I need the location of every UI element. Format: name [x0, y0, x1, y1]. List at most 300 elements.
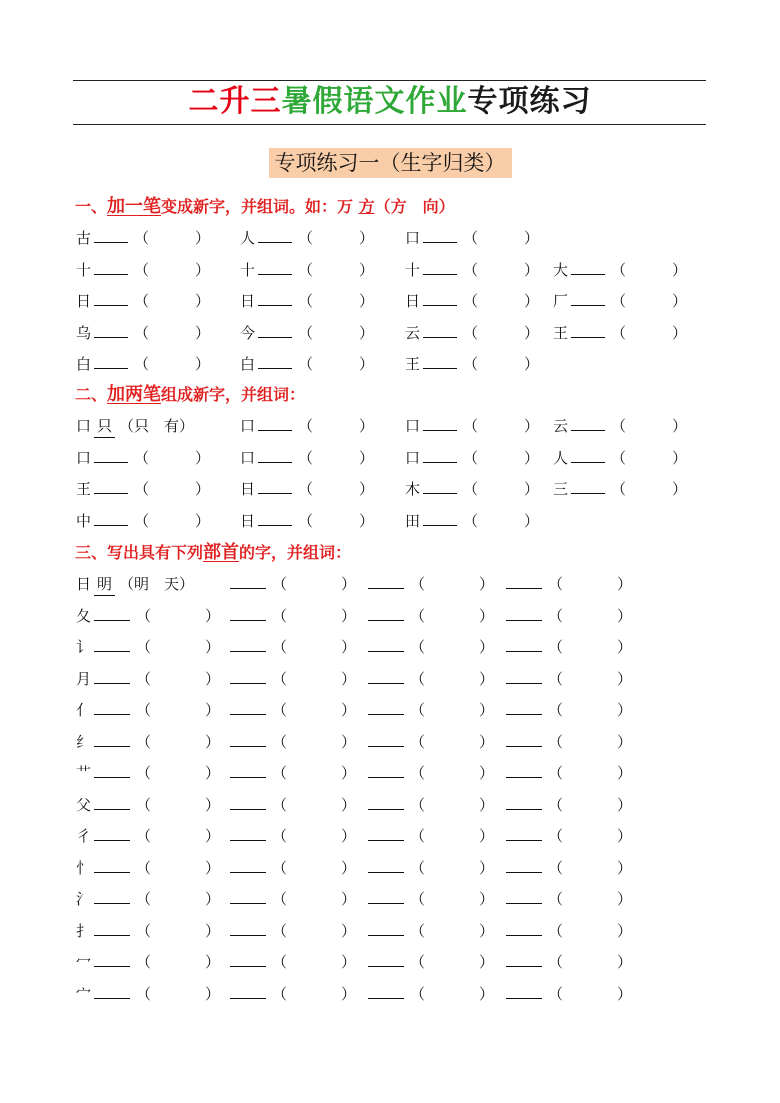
base-character: 木	[405, 480, 421, 498]
answer-blank[interactable]	[423, 416, 457, 431]
open-paren: （	[298, 260, 314, 279]
answer-blank[interactable]	[571, 479, 605, 494]
open-paren: （	[611, 323, 627, 342]
word-group	[506, 762, 632, 784]
word-group	[368, 573, 494, 595]
answer-blank[interactable]	[423, 511, 457, 526]
answer-blank[interactable]	[94, 889, 130, 904]
open-paren: （	[272, 984, 288, 1003]
word-group	[368, 794, 494, 816]
answer-blank[interactable]	[94, 637, 130, 652]
answer-blank[interactable]	[94, 763, 130, 778]
open-paren: （	[272, 669, 288, 688]
answer-blank[interactable]	[230, 826, 266, 841]
answer-blank[interactable]	[230, 669, 266, 684]
answer-blank[interactable]	[423, 479, 457, 494]
base-character: 氵	[76, 890, 92, 908]
close-paren: ）	[524, 511, 540, 530]
open-paren: （	[136, 890, 152, 908]
base-character: 王	[553, 323, 569, 342]
fill-item	[553, 259, 687, 281]
word-group	[506, 668, 632, 690]
answer-blank[interactable]	[423, 448, 457, 463]
answer-blank[interactable]	[230, 732, 266, 747]
answer-blank[interactable]	[423, 354, 457, 369]
answer-blank[interactable]	[94, 826, 130, 841]
open-paren: （	[548, 827, 564, 845]
base-character: 日	[76, 292, 92, 310]
close-paren: ）	[195, 448, 211, 467]
answer-blank[interactable]	[258, 323, 292, 338]
fill-item	[76, 510, 210, 532]
answer-blank[interactable]	[258, 448, 292, 463]
answer-blank[interactable]	[506, 858, 542, 873]
close-paren: ）	[341, 858, 357, 877]
base-character: 云	[405, 323, 421, 342]
fill-item	[76, 605, 220, 627]
close-paren: ）	[524, 292, 540, 310]
open-paren: （	[463, 448, 479, 467]
close-paren: ）	[341, 890, 357, 908]
answer-blank[interactable]	[368, 952, 404, 967]
open-paren: （	[463, 229, 479, 247]
open-paren: （	[272, 575, 288, 593]
close-paren: ）	[524, 229, 540, 247]
word-group	[230, 857, 356, 879]
fill-item	[76, 227, 210, 249]
word-group	[230, 573, 356, 595]
base-character: 日	[240, 292, 256, 310]
answer-blank[interactable]	[506, 606, 542, 621]
word-group	[506, 920, 632, 942]
answer-blank[interactable]	[258, 228, 292, 243]
open-paren: （	[548, 732, 564, 751]
answer-blank[interactable]	[94, 700, 130, 715]
answer-blank[interactable]	[230, 921, 266, 936]
open-paren: （	[410, 701, 426, 719]
open-paren: （	[548, 638, 564, 656]
answer-blank[interactable]	[94, 354, 128, 369]
fill-item	[76, 322, 210, 344]
close-paren: ）	[205, 638, 221, 656]
answer-blank[interactable]	[94, 291, 128, 306]
close-paren: ）	[205, 921, 221, 940]
fill-item	[76, 290, 210, 312]
fill-item	[240, 290, 374, 312]
close-paren: ）	[341, 764, 357, 782]
close-paren: ）	[479, 795, 495, 814]
open-paren: （	[611, 292, 627, 310]
answer-blank[interactable]	[368, 637, 404, 652]
close-paren: ）	[617, 732, 633, 751]
close-paren: ）	[205, 669, 221, 688]
answer-blank[interactable]	[506, 700, 542, 715]
base-character: 口	[405, 448, 421, 467]
open-paren: （	[463, 480, 479, 498]
open-paren: （	[410, 575, 426, 593]
open-paren: （	[298, 511, 314, 530]
close-paren: ）	[479, 827, 495, 845]
base-character: 田	[405, 511, 421, 530]
fill-item	[553, 322, 687, 344]
answer-blank[interactable]	[506, 826, 542, 841]
close-paren: ）	[524, 260, 540, 279]
fill-item	[553, 290, 687, 312]
subtitle-wrap	[0, 148, 780, 178]
example-words: （明 天）	[119, 575, 195, 593]
open-paren: （	[463, 511, 479, 530]
answer-blank[interactable]	[230, 763, 266, 778]
section-1-example-char: 方	[358, 197, 375, 216]
open-paren: （	[410, 984, 426, 1003]
fill-item	[76, 699, 220, 721]
close-paren: ）	[617, 921, 633, 940]
open-paren: （	[298, 323, 314, 342]
answer-blank[interactable]	[230, 795, 266, 810]
section-3-heading	[75, 542, 351, 564]
answer-blank[interactable]	[368, 984, 404, 999]
answer-blank[interactable]	[571, 260, 605, 275]
close-paren: ）	[341, 984, 357, 1003]
close-paren: ）	[359, 448, 375, 467]
base-character: 忄	[76, 858, 92, 877]
close-paren: ）	[341, 953, 357, 971]
base-character: 王	[405, 355, 421, 373]
close-paren: ）	[617, 953, 633, 971]
answer-blank[interactable]	[94, 448, 128, 463]
fill-item	[76, 794, 220, 816]
answer-blank[interactable]	[423, 260, 457, 275]
base-character: 冖	[76, 953, 92, 971]
answer-blank[interactable]	[230, 606, 266, 621]
close-paren: ）	[195, 292, 211, 310]
close-paren: ）	[205, 858, 221, 877]
answer-blank[interactable]	[506, 795, 542, 810]
open-paren: （	[134, 511, 150, 530]
answer-blank[interactable]	[94, 479, 128, 494]
open-paren: （	[272, 764, 288, 782]
open-paren: （	[298, 417, 314, 435]
answer-blank[interactable]	[230, 700, 266, 715]
section-3-instruction: 的字，并组词：	[239, 543, 352, 562]
fill-item	[76, 951, 220, 973]
open-paren: （	[548, 984, 564, 1003]
open-paren: （	[548, 858, 564, 877]
word-group	[506, 825, 632, 847]
close-paren: ）	[617, 827, 633, 845]
word-group	[368, 668, 494, 690]
answer-blank[interactable]	[368, 574, 404, 589]
close-paren: ）	[195, 480, 211, 498]
open-paren: （	[136, 732, 152, 751]
title-part-grade: 二升三	[188, 84, 282, 119]
answer-blank[interactable]	[506, 921, 542, 936]
open-paren: （	[611, 480, 627, 498]
close-paren: ）	[617, 701, 633, 719]
base-character: 口	[405, 229, 421, 247]
answer-blank[interactable]	[94, 260, 128, 275]
answer-blank[interactable]	[94, 511, 128, 526]
answer-blank[interactable]	[368, 732, 404, 747]
base-character: 艹	[76, 764, 92, 782]
base-character: 中	[76, 511, 92, 530]
word-group	[368, 888, 494, 910]
answer-blank[interactable]	[506, 984, 542, 999]
answer-blank[interactable]	[368, 669, 404, 684]
close-paren: ）	[205, 984, 221, 1003]
word-group	[506, 573, 632, 595]
word-group	[230, 920, 356, 942]
answer-blank[interactable]	[423, 323, 457, 338]
close-paren: ）	[479, 669, 495, 688]
open-paren: （	[272, 827, 288, 845]
base-character: 人	[553, 448, 569, 467]
fill-item	[76, 825, 220, 847]
answer-blank[interactable]	[423, 291, 457, 306]
bottom-rule	[73, 124, 706, 125]
answer-blank[interactable]	[506, 669, 542, 684]
base-character: 十	[405, 260, 421, 279]
answer-blank[interactable]	[94, 669, 130, 684]
open-paren: （	[548, 701, 564, 719]
answer-blank[interactable]	[258, 291, 292, 306]
base-character: 厂	[553, 292, 569, 310]
word-group	[506, 951, 632, 973]
fill-item	[76, 731, 220, 753]
fill-item	[240, 478, 374, 500]
fill-item	[405, 510, 539, 532]
close-paren: ）	[672, 448, 688, 467]
close-paren: ）	[479, 575, 495, 593]
answer-blank[interactable]	[506, 637, 542, 652]
fill-item	[405, 415, 539, 437]
answer-blank[interactable]	[368, 606, 404, 621]
answer-blank[interactable]	[230, 889, 266, 904]
answer-blank[interactable]	[368, 921, 404, 936]
answer-blank[interactable]	[258, 260, 292, 275]
close-paren: ）	[672, 417, 688, 435]
fill-item	[405, 227, 539, 249]
section-2-keyword: 加两笔	[107, 384, 162, 405]
close-paren: ）	[341, 827, 357, 845]
answer-blank[interactable]	[230, 984, 266, 999]
base-character: 讠	[76, 638, 92, 656]
open-paren: （	[134, 292, 150, 310]
word-group	[230, 794, 356, 816]
close-paren: ）	[359, 292, 375, 310]
answer-blank[interactable]	[230, 637, 266, 652]
answer-blank[interactable]	[368, 889, 404, 904]
fill-item	[405, 290, 539, 312]
close-paren: ）	[205, 795, 221, 814]
example-words: （只 有）	[119, 417, 195, 435]
section-1-prefix: 一、	[75, 197, 108, 216]
answer-blank[interactable]	[506, 763, 542, 778]
answer-blank[interactable]	[423, 228, 457, 243]
open-paren: （	[134, 448, 150, 467]
close-paren: ）	[205, 953, 221, 971]
section-1-keyword: 加一笔	[107, 196, 162, 217]
fill-item	[553, 478, 687, 500]
example-item	[76, 573, 194, 596]
answer-blank[interactable]	[94, 795, 130, 810]
section-1-heading	[75, 196, 455, 218]
section-2-instruction: 组成新字，并组词：	[161, 385, 306, 404]
open-paren: （	[134, 260, 150, 279]
answer-blank[interactable]	[506, 732, 542, 747]
base-character: 纟	[76, 732, 92, 751]
answer-blank[interactable]	[258, 416, 292, 431]
base-character: 王	[76, 480, 92, 498]
base-character: 云	[553, 417, 569, 435]
answer-blank[interactable]	[368, 700, 404, 715]
base-character: 口	[405, 417, 421, 435]
answer-blank[interactable]	[368, 795, 404, 810]
close-paren: ）	[341, 701, 357, 719]
open-paren: （	[298, 480, 314, 498]
fill-item	[405, 447, 539, 469]
word-group	[230, 983, 356, 1005]
open-paren: （	[298, 448, 314, 467]
answer-blank[interactable]	[506, 574, 542, 589]
close-paren: ）	[359, 417, 375, 435]
close-paren: ）	[479, 890, 495, 908]
answer-blank[interactable]	[258, 479, 292, 494]
section-2-prefix: 二、	[75, 385, 108, 404]
open-paren: （	[463, 292, 479, 310]
word-group	[368, 983, 494, 1005]
open-paren: （	[136, 858, 152, 877]
open-paren: （	[463, 355, 479, 373]
fill-item	[76, 259, 210, 281]
open-paren: （	[272, 606, 288, 625]
answer-blank[interactable]	[258, 354, 292, 369]
close-paren: ）	[479, 764, 495, 782]
close-paren: ）	[479, 732, 495, 751]
close-paren: ）	[524, 480, 540, 498]
close-paren: ）	[205, 890, 221, 908]
section-1-example-words: （方 向）	[374, 197, 455, 216]
open-paren: （	[548, 764, 564, 782]
answer-blank[interactable]	[94, 228, 128, 243]
word-group	[230, 605, 356, 627]
example-item	[76, 415, 194, 438]
close-paren: ）	[617, 764, 633, 782]
close-paren: ）	[195, 511, 211, 530]
close-paren: ）	[205, 764, 221, 782]
fill-item	[240, 227, 374, 249]
open-paren: （	[272, 638, 288, 656]
base-character: 日	[405, 292, 421, 310]
answer-blank[interactable]	[368, 826, 404, 841]
example-answer: 只	[94, 415, 115, 438]
base-character: 人	[240, 229, 256, 247]
open-paren: （	[611, 448, 627, 467]
word-group	[368, 951, 494, 973]
close-paren: ）	[479, 984, 495, 1003]
open-paren: （	[410, 890, 426, 908]
close-paren: ）	[672, 260, 688, 279]
close-paren: ）	[479, 606, 495, 625]
open-paren: （	[136, 606, 152, 625]
open-paren: （	[136, 638, 152, 656]
open-paren: （	[548, 953, 564, 971]
word-group	[368, 731, 494, 753]
base-character: 日	[240, 511, 256, 530]
answer-blank[interactable]	[94, 858, 130, 873]
close-paren: ）	[341, 669, 357, 688]
fill-item	[76, 888, 220, 910]
base-character: 彳	[76, 827, 92, 845]
fill-item	[240, 353, 374, 375]
answer-blank[interactable]	[230, 952, 266, 967]
answer-blank[interactable]	[571, 416, 605, 431]
open-paren: （	[410, 921, 426, 940]
base-character: 乌	[76, 323, 92, 342]
word-group	[506, 636, 632, 658]
open-paren: （	[410, 606, 426, 625]
close-paren: ）	[479, 921, 495, 940]
open-paren: （	[136, 669, 152, 688]
base-character: 大	[553, 260, 569, 279]
open-paren: （	[134, 480, 150, 498]
open-paren: （	[463, 260, 479, 279]
close-paren: ）	[205, 701, 221, 719]
open-paren: （	[410, 953, 426, 971]
answer-blank[interactable]	[94, 952, 130, 967]
answer-blank[interactable]	[230, 574, 266, 589]
answer-blank[interactable]	[571, 291, 605, 306]
answer-blank[interactable]	[94, 606, 130, 621]
open-paren: （	[272, 701, 288, 719]
word-group	[230, 762, 356, 784]
open-paren: （	[136, 921, 152, 940]
open-paren: （	[136, 984, 152, 1003]
answer-blank[interactable]	[368, 763, 404, 778]
top-rule	[73, 80, 706, 81]
answer-blank[interactable]	[368, 858, 404, 873]
open-paren: （	[134, 323, 150, 342]
close-paren: ）	[359, 511, 375, 530]
fill-item	[76, 668, 220, 690]
base-character: 口	[240, 448, 256, 467]
word-group	[368, 762, 494, 784]
close-paren: ）	[479, 858, 495, 877]
word-group	[506, 983, 632, 1005]
word-group	[230, 951, 356, 973]
open-paren: （	[272, 858, 288, 877]
answer-blank[interactable]	[94, 984, 130, 999]
word-group	[368, 857, 494, 879]
answer-blank[interactable]	[94, 732, 130, 747]
answer-blank[interactable]	[506, 952, 542, 967]
answer-blank[interactable]	[230, 858, 266, 873]
answer-blank[interactable]	[506, 889, 542, 904]
base-character: 夂	[76, 606, 92, 625]
section-3-keyword: 部首	[203, 542, 240, 563]
answer-blank[interactable]	[571, 448, 605, 463]
title-part-homework: 暑假语文作业	[281, 84, 468, 119]
fill-item	[405, 353, 539, 375]
answer-blank[interactable]	[258, 511, 292, 526]
open-paren: （	[410, 795, 426, 814]
word-group	[368, 920, 494, 942]
answer-blank[interactable]	[94, 921, 130, 936]
base-character: 亻	[76, 701, 92, 719]
answer-blank[interactable]	[571, 323, 605, 338]
answer-blank[interactable]	[94, 323, 128, 338]
open-paren: （	[548, 921, 564, 940]
